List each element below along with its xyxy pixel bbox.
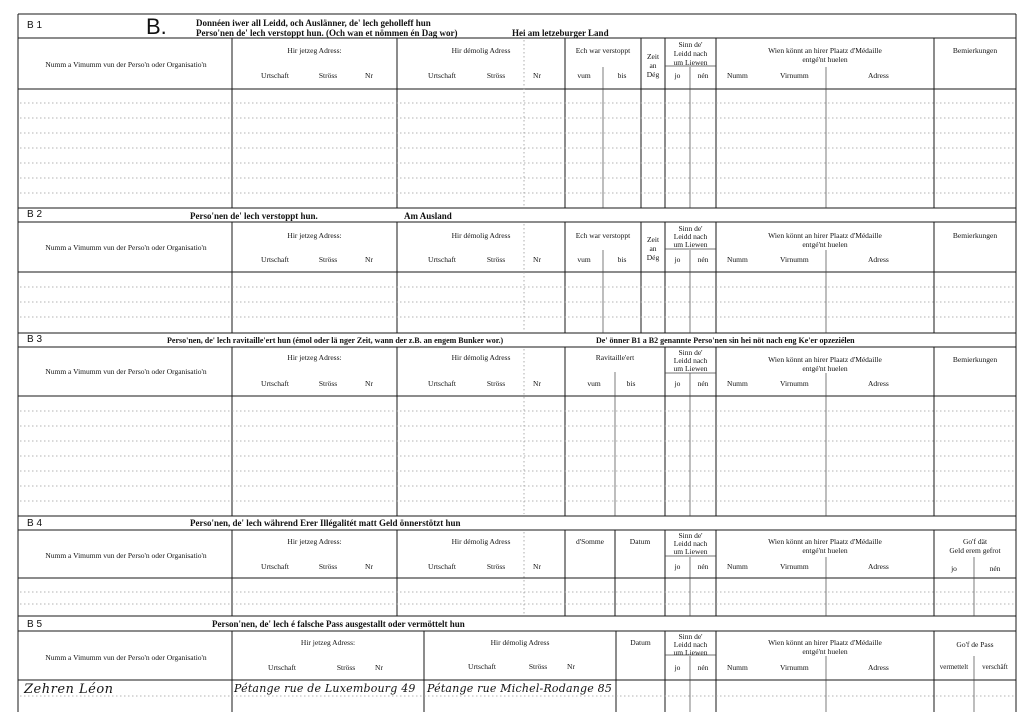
b3-col-medal-1: Wien könnt an hirer Plaatz d'Médaille	[768, 355, 882, 364]
b5-col-date: Datum	[630, 638, 651, 647]
b3-sub-town: Urtschaft	[261, 379, 289, 388]
b3-col-medal-2: entgé'nt huelen	[802, 364, 848, 373]
b4-col-alive-3: um Liewen	[673, 547, 708, 556]
b2-col-name-header: Numm a Vimumm vun der Perso'n oder Organisatio'n	[45, 243, 207, 252]
section-code-b5: B 5	[27, 619, 43, 630]
b4-col-date: Datum	[629, 537, 651, 546]
b4-col-former-address: Hir démolig Adress	[451, 537, 511, 546]
section-code-b3: B 3	[27, 334, 43, 345]
b1-col-medal-1: Wien könnt an hirer Plaatz d'Médaille	[768, 46, 882, 55]
section-code-b2: B 2	[27, 209, 43, 220]
b4-col-money-1: Go'f dät	[962, 537, 988, 546]
b1-former-sub-street: Ströss	[486, 71, 506, 80]
b5-sub-no: nén	[697, 663, 709, 672]
b1-col-time-2: an	[649, 61, 657, 70]
b5-sub-street: Ströss	[336, 663, 356, 672]
b4-money-yes: jo	[951, 564, 957, 573]
b4-sub-nr: Nr	[365, 562, 373, 571]
b3-sub-name: Numm	[727, 379, 748, 388]
b3-col-alive-3: um Liewen	[673, 364, 708, 373]
b1-col-hidden: Ech war verstoppt	[575, 46, 631, 55]
b4-sub-no: nén	[697, 562, 709, 571]
b2-former-sub-nr: Nr	[533, 255, 541, 264]
b5-col-medal-1: Wien könnt an hirer Plaatz d'Médaille	[768, 638, 882, 647]
b3-sub-street: Ströss	[318, 379, 338, 388]
b3-title: Perso'nen, de' lech ravitaille'ert hun (émol oder lä nger Zeit, wann der z.B. an engem Bunker wor.)	[167, 336, 504, 345]
b4-former-sub-street: Ströss	[486, 562, 506, 571]
b4-sub-name: Numm	[727, 562, 748, 571]
b4-sub-address: Adress	[868, 562, 889, 571]
b2-sub-address: Adress	[868, 255, 889, 264]
b2-title: Perso'nen de' lech verstoppt hun.	[190, 211, 318, 221]
b5-sub-yes: jo	[674, 663, 681, 672]
b2-col-alive-3: um Liewen	[673, 240, 708, 249]
b5-col-name-header: Numm a Vimumm vun der Perso'n oder Organisatio'n	[45, 653, 207, 662]
b5-former-sub-nr: Nr	[567, 662, 575, 671]
b2-col-current-address: Hir jetzeg Adress:	[287, 231, 342, 240]
b1-col-alive-3: um Liewen	[673, 58, 708, 67]
b4-col-sum: d'Somme	[575, 537, 605, 546]
b4-title: Perso'nen, de' lech während Erer Illégalitét matt Geld önnerstötzt hun	[190, 518, 461, 528]
b3-former-sub-street: Ströss	[486, 379, 506, 388]
b4-sub-street: Ströss	[318, 562, 338, 571]
b3-sub-yes: jo	[674, 379, 681, 388]
b3-sub-nr: Nr	[365, 379, 373, 388]
b4-col-current-address: Hir jetzeg Adress:	[287, 537, 342, 546]
b2-col-hidden: Ech war verstoppt	[575, 231, 631, 240]
b3-former-sub-nr: Nr	[533, 379, 541, 388]
b2-sub-no: nén	[697, 255, 709, 264]
b1-col-name-header: Numm a Vimumm vun der Perso'n oder Organisatio'n	[45, 60, 207, 69]
b4-former-sub-nr: Nr	[533, 562, 541, 571]
b2-sub-town: Urtschaft	[261, 255, 289, 264]
b2-col-medal-2: entgé'nt huelen	[802, 240, 848, 249]
b5-former-sub-street: Ströss	[528, 662, 548, 671]
b3-former-sub-town: Urtschaft	[428, 379, 456, 388]
b1-former-sub-town: Urtschaft	[428, 71, 456, 80]
b1-col-remarks: Bemierkungen	[952, 46, 998, 55]
b1-col-alive-1: Sinn de'	[678, 40, 703, 49]
b5-sub-town: Urtschaft	[268, 663, 296, 672]
b1-title-line1: Donnéen iwer all Leidd, och Auslänner, de' lech geholleff hun	[196, 18, 431, 28]
b2-col-remarks: Bemierkungen	[952, 231, 998, 240]
b1-col-alive-2: Leidd nach	[673, 49, 708, 58]
b4-money-no: nén	[989, 564, 1001, 573]
b2-col-time-1: Zeit	[646, 235, 660, 244]
b2-former-sub-street: Ströss	[486, 255, 506, 264]
b2-sub-yes: jo	[674, 255, 681, 264]
b2-col-alive-1: Sinn de'	[678, 224, 703, 233]
b3-title-note: De' önner B1 a B2 genannte Perso'nen sin hei nöt nach eng Ke'er opzeziélen	[596, 336, 855, 345]
b5-col-former-address: Hir démolig Adress	[490, 638, 550, 647]
b1-sub-firstname: Virnumm	[780, 71, 809, 80]
b5-col-alive-2: Leidd nach	[673, 640, 708, 649]
b4-col-medal-1: Wien könnt an hirer Plaatz d'Médaille	[768, 537, 882, 546]
b3-col-alive-1: Sinn de'	[678, 348, 703, 357]
b1-sub-from: vum	[577, 71, 591, 80]
b5-entry-former-address[interactable]: Pétange rue Michel-Rodange 85	[427, 682, 613, 695]
b2-title-location: Am Ausland	[404, 211, 452, 221]
form-letter: B.	[146, 14, 167, 39]
b5-sub-name: Numm	[727, 663, 748, 672]
b2-col-medal-1: Wien könnt an hirer Plaatz d'Médaille	[768, 231, 882, 240]
b5-col-alive-3: um Liewen	[673, 648, 708, 657]
b4-col-alive-2: Leidd nach	[673, 539, 708, 548]
b1-sub-address: Adress	[868, 71, 889, 80]
b2-sub-street: Ströss	[318, 255, 338, 264]
b1-col-former-address: Hir démolig Adress	[451, 46, 511, 55]
b4-sub-town: Urtschaft	[261, 562, 289, 571]
b1-sub-yes: jo	[674, 71, 681, 80]
b1-title-line2: Perso'nen de' lech verstoppt hun. (Och wan et nömmen én Dag wor)	[196, 28, 458, 38]
b1-sub-to: bis	[617, 71, 627, 80]
b5-former-sub-town: Urtschaft	[468, 662, 496, 671]
b2-sub-to: bis	[617, 255, 627, 264]
b1-sub-nr: Nr	[365, 71, 373, 80]
b3-sub-from: vum	[587, 379, 601, 388]
b3-col-supplied: Ravitaille'ert	[595, 353, 635, 362]
b2-sub-nr: Nr	[365, 255, 373, 264]
b3-sub-no: nén	[697, 379, 709, 388]
b2-sub-name: Numm	[727, 255, 748, 264]
b3-col-current-address: Hir jetzeg Adress:	[287, 353, 342, 362]
b2-col-former-address: Hir démolig Adress	[451, 231, 511, 240]
b1-title-location: Hei am letzeburger Land	[512, 28, 609, 38]
b1-sub-no: nén	[697, 71, 709, 80]
b1-sub-street: Ströss	[318, 71, 338, 80]
b5-col-alive-1: Sinn de'	[678, 632, 703, 641]
b5-col-pass: Go'f de Pass	[956, 640, 994, 649]
b2-col-time-2: an	[649, 244, 657, 253]
b3-col-former-address: Hir démolig Adress	[451, 353, 511, 362]
b1-sub-town: Urtschaft	[261, 71, 289, 80]
b1-col-current-address: Hir jetzeg Adress:	[287, 46, 342, 55]
b5-entry-name[interactable]: Zehren Léon	[24, 682, 114, 697]
b3-sub-firstname: Virnumm	[780, 379, 809, 388]
b2-sub-firstname: Virnumm	[780, 255, 809, 264]
b3-sub-address: Adress	[868, 379, 889, 388]
b3-sub-to: bis	[626, 379, 636, 388]
b5-sub-firstname: Virnumm	[780, 663, 809, 672]
b3-col-alive-2: Leidd nach	[673, 356, 708, 365]
b1-col-time-1: Zeit	[646, 52, 660, 61]
b4-sub-firstname: Virnumm	[780, 562, 809, 571]
b5-sub-issued: vermettelt	[939, 663, 969, 671]
b4-col-name-header: Numm a Vimumm vun der Perso'n oder Organisatio'n	[45, 551, 207, 560]
b5-sub-nr: Nr	[375, 663, 383, 672]
b5-sub-made: verschäft	[982, 663, 1008, 671]
b2-col-time-3: Dég	[646, 253, 660, 262]
b4-sub-yes: jo	[674, 562, 681, 571]
b4-col-medal-2: entgé'nt huelen	[802, 546, 848, 555]
b4-col-alive-1: Sinn de'	[678, 531, 703, 540]
b5-sub-address: Adress	[868, 663, 889, 672]
b5-col-medal-2: entgé'nt huelen	[802, 647, 848, 656]
b5-title: Person'nen, de' lech é falsche Pass ausgestallt oder vermöttelt hun	[212, 619, 465, 629]
b3-col-name-header: Numm a Vimumm vun der Perso'n oder Organisatio'n	[45, 367, 207, 376]
b3-col-remarks: Bemierkungen	[952, 355, 998, 364]
b4-former-sub-town: Urtschaft	[428, 562, 456, 571]
b1-col-medal-2: entgé'nt huelen	[802, 55, 848, 64]
section-code-b4: B 4	[27, 518, 43, 529]
section-code-b1: B 1	[27, 20, 43, 31]
b5-entry-current-address[interactable]: Pétange rue de Luxembourg 49	[234, 682, 416, 695]
b1-sub-name: Numm	[727, 71, 748, 80]
b1-col-time-3: Dég	[646, 70, 660, 79]
b2-col-alive-2: Leidd nach	[673, 232, 708, 241]
b5-col-current-address: Hir jetzeg Adress:	[300, 638, 356, 647]
b1-former-sub-nr: Nr	[533, 71, 541, 80]
b2-sub-from: vum	[577, 255, 591, 264]
b4-col-money-2: Geld erem gefrot	[949, 546, 1001, 555]
b2-former-sub-town: Urtschaft	[428, 255, 456, 264]
